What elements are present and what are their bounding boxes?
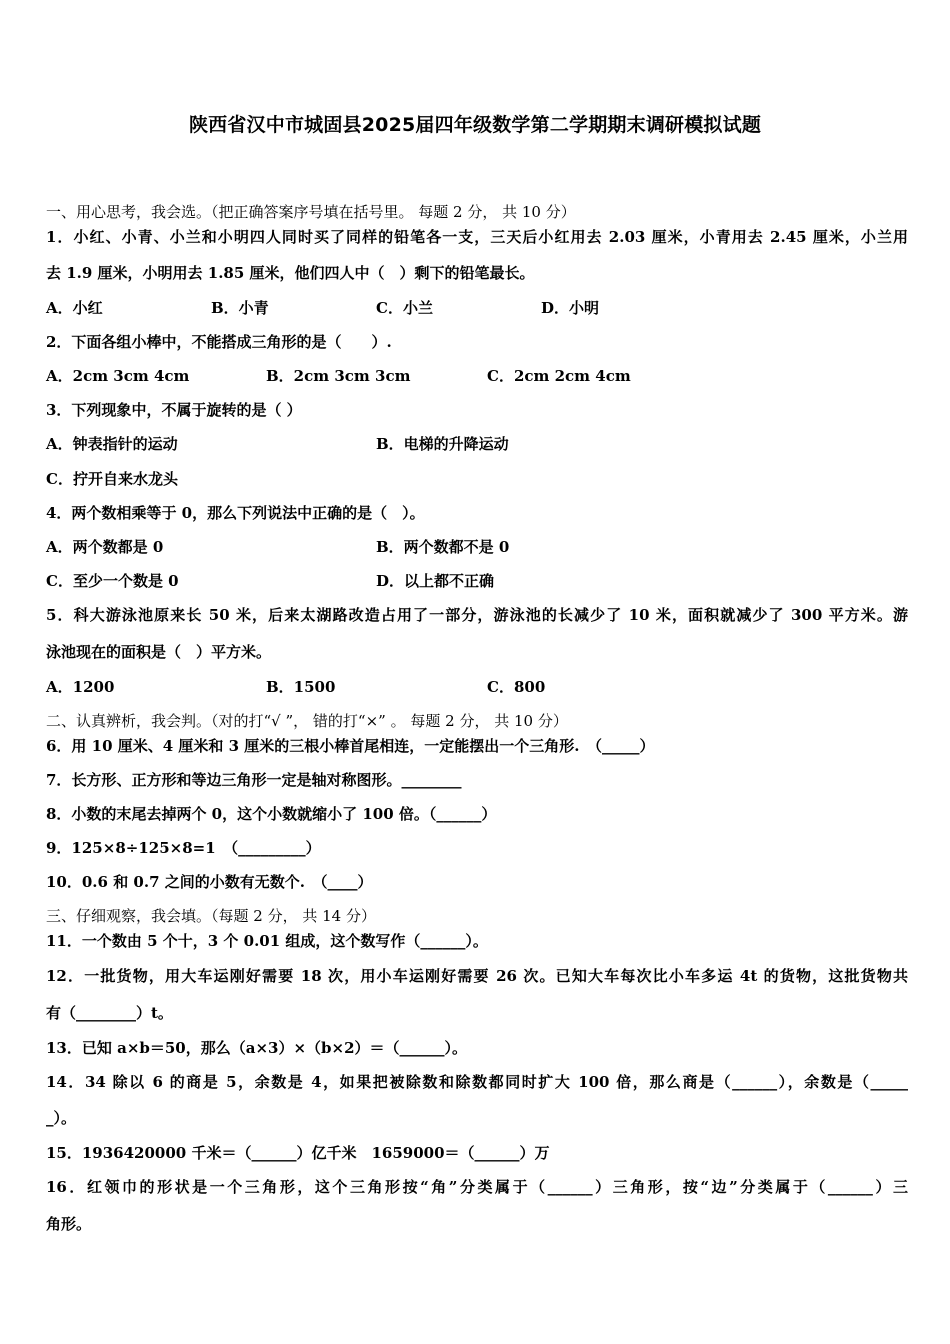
question-3-option-b: B．电梯的升降运动 xyxy=(376,435,509,453)
question-5-line-1: 5．科大游泳池原来长 50 米，后来太湖路改造占用了一部分，游泳池的长减少了 10 米，面积就减少了 300 平方米。游 xyxy=(46,606,908,624)
question-3: 3．下列现象中，不属于旋转的是（ ） xyxy=(46,401,302,419)
section-3-header: 三、仔细观察，我会填。（每题 2 分， 共 14 分） xyxy=(46,907,376,925)
question-2-option-c: C．2cm 2cm 4cm xyxy=(487,367,631,385)
section-1-header: 一、用心思考，我会选。（把正确答案序号填在括号里。 每题 2 分， 共 10 分） xyxy=(46,203,576,221)
question-16-line-1: 16．红领巾的形状是一个三角形，这个三角形按“角”分类属于（______）三角形，按“边”分类属于（______）三 xyxy=(46,1178,908,1196)
question-6: 6．用 10 厘米、4 厘米和 3 厘米的三根小棒首尾相连，一定能摆出一个三角形. （_____） xyxy=(46,737,655,755)
question-1-option-d: D．小明 xyxy=(541,299,600,317)
question-4-option-a: A．两个数都是 0 xyxy=(46,538,164,556)
question-14-line-1: 14．34 除以 6 的商是 5，余数是 4，如果把被除数和除数都同时扩大 100 倍，那么商是（______），余数是（_____ xyxy=(46,1073,908,1091)
question-2-option-b: B．2cm 3cm 3cm xyxy=(266,367,411,385)
question-4: 4．两个数相乘等于 0，那么下列说法中正确的是（ ）。 xyxy=(46,504,425,522)
question-5-option-c: C．800 xyxy=(487,678,546,696)
question-13: 13．已知 a×b＝50，那么（a×3）×（b×2）＝（______）。 xyxy=(46,1039,468,1057)
question-1-line-2: 去 1.9 厘米，小明用去 1.85 厘米，他们四人中（ ）剩下的铅笔最长。 xyxy=(46,264,535,282)
question-7: 7．长方形、正方形和等边三角形一定是轴对称图形。________ xyxy=(46,771,462,789)
question-3-option-a: A．钟表指针的运动 xyxy=(46,435,178,453)
question-10: 10．0.6 和 0.7 之间的小数有无数个. （____） xyxy=(46,873,373,891)
question-12-line-1: 12．一批货物，用大车运刚好需要 18 次，用小车运刚好需要 26 次。已知大车每次比小车多运 4t 的货物，这批货物共 xyxy=(46,967,908,985)
question-4-option-b: B．两个数都不是 0 xyxy=(376,538,510,556)
question-1-option-a: A．小红 xyxy=(46,299,103,317)
question-5-option-b: B．1500 xyxy=(266,678,336,696)
question-4-option-d: D．以上都不正确 xyxy=(376,572,495,590)
question-4-option-c: C．至少一个数是 0 xyxy=(46,572,179,590)
question-2: 2．下面各组小棒中，不能搭成三角形的是（ ）. xyxy=(46,333,392,351)
question-9: 9．125×8÷125×8=1 （_________） xyxy=(46,839,321,857)
question-12-line-2: 有（________）t。 xyxy=(46,1004,173,1022)
question-1-option-c: C．小兰 xyxy=(376,299,433,317)
question-16-line-2: 角形。 xyxy=(46,1215,92,1233)
section-2-header: 二、认真辨析，我会判。（对的打“√ ”， 错的打“×” 。 每题 2 分， 共 10 分） xyxy=(46,712,568,730)
question-5-line-2: 泳池现在的面积是（ ）平方米。 xyxy=(46,643,272,661)
question-3-option-c: C．拧开自来水龙头 xyxy=(46,470,178,488)
page-title: 陕西省汉中市城固县2025届四年级数学第二学期期末调研模拟试题 xyxy=(188,114,762,136)
question-5-option-a: A．1200 xyxy=(46,678,115,696)
question-14-line-2: _）。 xyxy=(46,1109,77,1127)
question-11: 11．一个数由 5 个十，3 个 0.01 组成，这个数写作（______）。 xyxy=(46,932,488,950)
question-2-option-a: A．2cm 3cm 4cm xyxy=(46,367,190,385)
question-15: 15．1936420000 千米＝（______）亿千米 1659000＝（______）万 xyxy=(46,1144,550,1162)
question-8: 8．小数的末尾去掉两个 0，这个小数就缩小了 100 倍。（______） xyxy=(46,805,497,823)
question-1-option-b: B．小青 xyxy=(211,299,269,317)
question-1-line-1: 1．小红、小青、小兰和小明四人同时买了同样的铅笔各一支，三天后小红用去 2.03 厘米，小青用去 2.45 厘米，小兰用 xyxy=(46,228,908,246)
